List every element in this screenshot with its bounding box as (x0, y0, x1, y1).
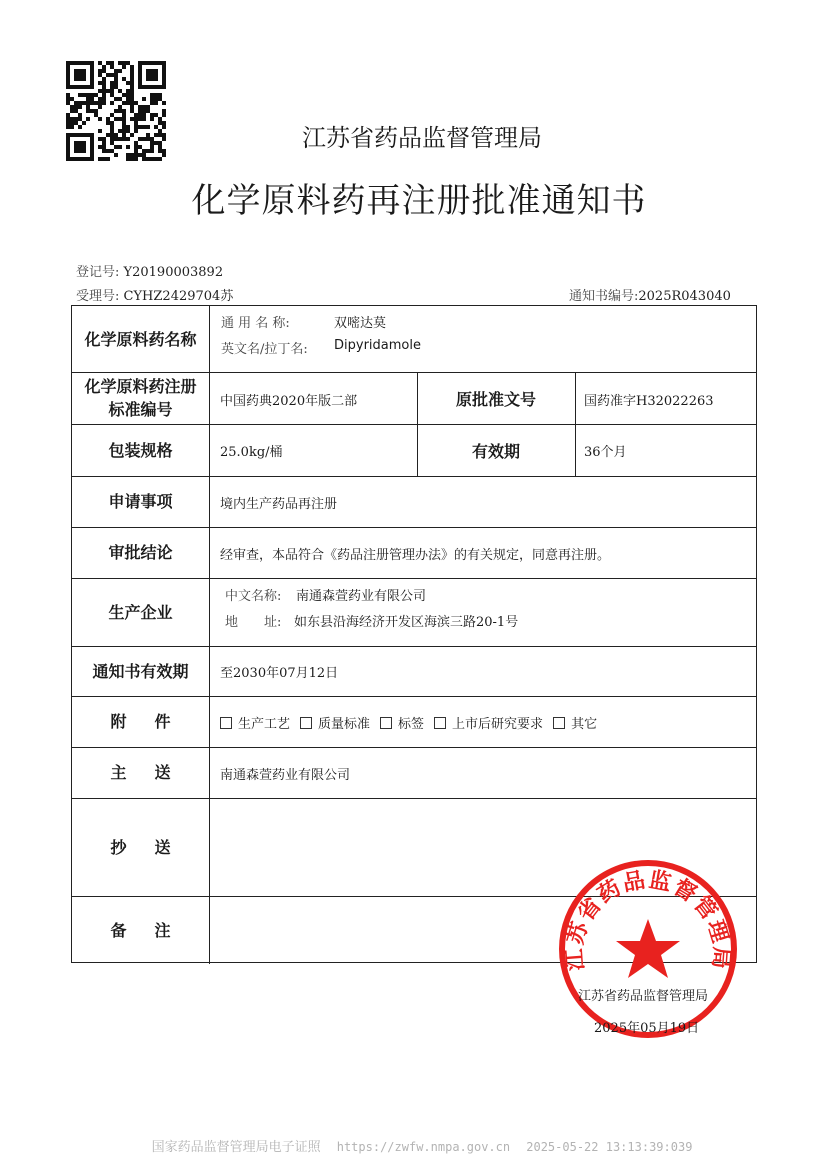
manufacturer-name-value: 南通森萱药业有限公司 (296, 589, 427, 604)
seal-text: 江苏省药品监督管理局 (562, 867, 734, 972)
seal-star (616, 919, 680, 978)
application-value: 境内生产药品再注册 (220, 497, 338, 512)
acceptance-number (76, 285, 233, 304)
official-seal (556, 857, 740, 1041)
signature-authority: 江苏省药品监督管理局 (578, 989, 709, 1004)
notice-value: 2025R043040 (638, 289, 731, 304)
checkbox-empty-icon (380, 717, 392, 729)
main-recipient-label (72, 747, 209, 798)
attachment-option-label: 其它 (571, 717, 598, 732)
generic-name-label: 通 用 名 称: (221, 316, 290, 331)
attachment-option (300, 717, 370, 732)
checkbox-empty-icon (434, 717, 446, 729)
remarks-label (72, 896, 209, 964)
acceptance-value: CYHZ2429704苏 (123, 289, 234, 304)
attachment-option (434, 717, 543, 732)
package-label: 包装规格 (108, 440, 173, 460)
conclusion-label: 审批结论 (108, 543, 173, 562)
checkbox-empty-icon (220, 717, 232, 729)
approval-number-value: 国药准字H32022263 (584, 394, 714, 409)
attachment-option-label: 生产工艺 (238, 717, 291, 732)
manufacturer-name-label: 中文名称: (225, 589, 282, 604)
attachment-option-label: 上市后研究要求 (452, 717, 544, 732)
standard-value: 中国药典2020年版二部 (220, 394, 358, 409)
notice-validity-value: 至2030年07月12日 (220, 666, 339, 681)
english-name-label: 英文名/拉丁名: (221, 342, 308, 357)
english-name-value: Dipyridamole (334, 338, 421, 353)
attachment-options (220, 713, 607, 732)
acceptance-label: 受理号: (76, 289, 120, 304)
standard-label-line1: 化学原料药注册 (84, 377, 197, 396)
attachment-option (380, 717, 424, 732)
footer-url[interactable]: https://zwfw.nmpa.gov.cn (336, 1140, 511, 1154)
remarks-label-text: 备注 (110, 920, 199, 940)
attachment-option-label: 质量标准 (318, 717, 371, 732)
application-label: 申请事项 (108, 492, 173, 511)
notice-number (569, 285, 731, 304)
registration-label: 登记号: (76, 265, 120, 280)
validity-label: 有效期 (471, 441, 520, 461)
issuing-authority: 江苏省药品监督管理局 (302, 124, 542, 152)
notice-label: 通知书编号: (569, 289, 639, 304)
column-divider (209, 306, 210, 964)
approval-number-label: 原批准文号 (455, 389, 536, 409)
address-label: 地 址: (225, 615, 282, 630)
notice-validity-label: 通知书有效期 (92, 661, 189, 681)
checkbox-empty-icon (300, 717, 312, 729)
document-title: 化学原料药再注册批准通知书 (191, 181, 647, 221)
footer-label: 国家药品监督管理局电子证照 (151, 1140, 321, 1155)
standard-label-line2: 标准编号 (108, 400, 173, 419)
footer-timestamp: 2025-05-22 13:13:39:039 (526, 1140, 693, 1154)
registration-value: Y20190003892 (123, 265, 224, 280)
main-recipient-label-text: 主送 (110, 763, 199, 782)
address-value: 如东县沿海经济开发区海滨三路20-1号 (294, 615, 519, 630)
attachment-label-text: 附件 (110, 712, 199, 731)
registration-number (76, 261, 223, 280)
main-recipient-value: 南通森萱药业有限公司 (220, 768, 351, 783)
cc-label-text: 抄送 (110, 837, 199, 857)
attachment-option (553, 717, 597, 732)
generic-name-value: 双嘧达莫 (334, 316, 387, 331)
attachment-label (72, 696, 209, 747)
checkbox-empty-icon (553, 717, 565, 729)
attachment-option-label: 标签 (398, 717, 425, 732)
attachment-option (220, 717, 290, 732)
drug-name-label: 化学原料药名称 (84, 329, 197, 349)
signature-date: 2025年05月19日 (594, 1021, 700, 1036)
conclusion-value: 经审查，本品符合《药品注册管理办法》的有关规定，同意再注册。 (220, 548, 611, 563)
cc-label (72, 798, 209, 896)
package-value: 25.0kg/桶 (220, 445, 283, 460)
manufacturer-label: 生产企业 (108, 602, 173, 622)
standard-label (72, 372, 209, 424)
validity-value: 36个月 (584, 445, 627, 460)
footer (0, 1136, 828, 1155)
